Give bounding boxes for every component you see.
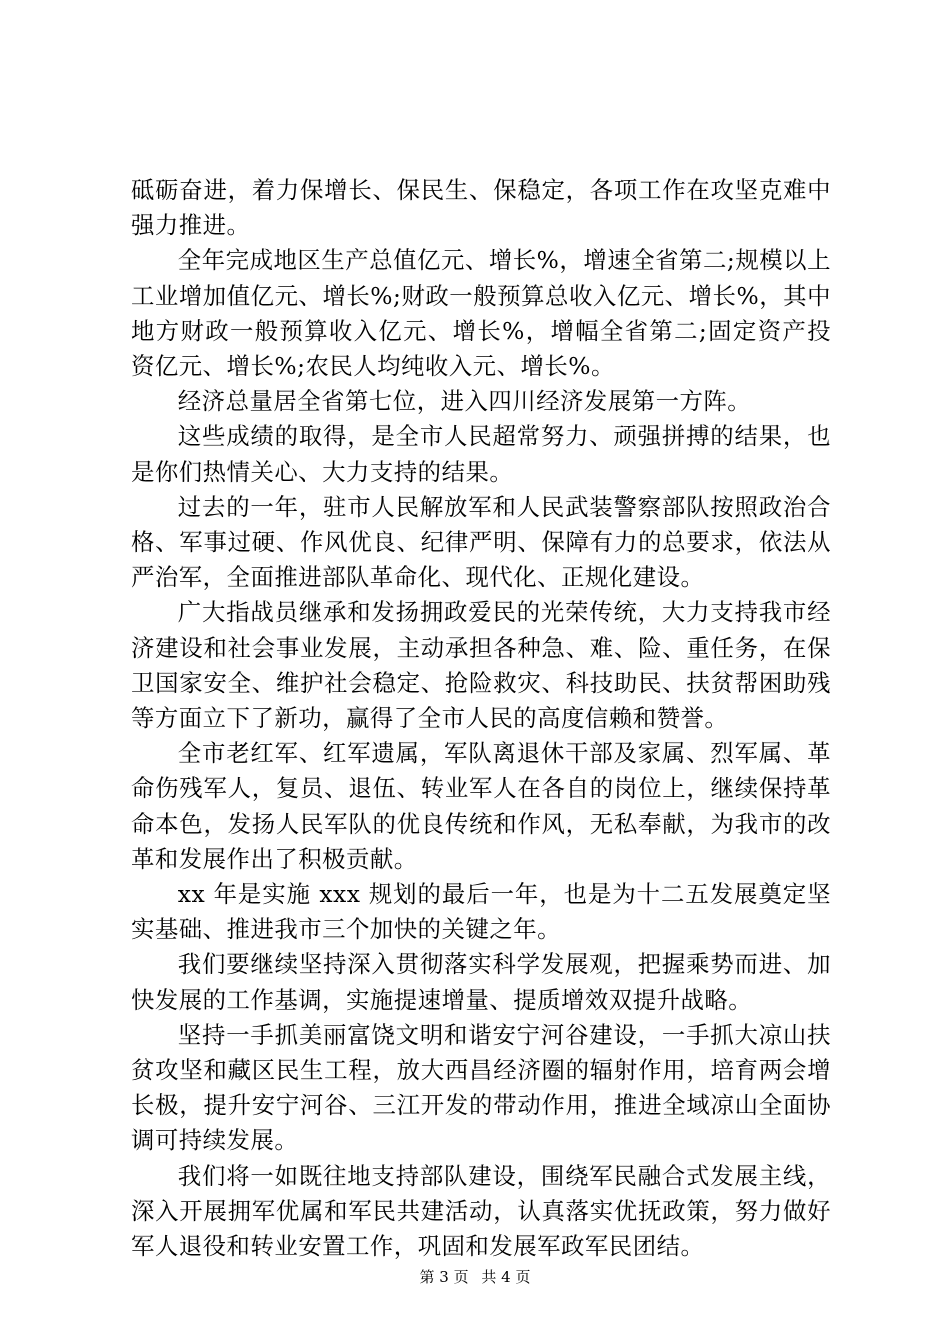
document-body — [131, 173, 831, 1264]
paragraph: 砥砺奋进，着力保增长、保民生、保稳定，各项工作在攻坚克难中强力推进。 — [131, 176, 831, 240]
paragraph: 经济总量居全省第七位，进入四川经济发展第一方阵。 — [177, 387, 752, 416]
page-total: 共 4 页 — [481, 1268, 531, 1286]
paragraph: 我们将一如既往地支持部队建设，围绕军民融合式发展主线，深入开展拥军优属和军民共建活动，认真落实优抚政策，努力做好军人退役和转业安置工作，巩固和发展军政军民团结。 — [131, 1161, 831, 1261]
paragraph: 广大指战员继承和发扬拥政爱民的光荣传统，大力支持我市经济建设和社会事业发展，主动承担各种急、难、险、重任务，在保卫国家安全、维护社会稳定、抢险救灾、科技助民、扶贫帮困助残等方面立下了新功，赢得了全市人民的高度信赖和赞誉。 — [131, 598, 831, 733]
paragraph: 过去的一年，驻市人民解放军和人民武装警察部队按照政治合格、军事过硬、作风优良、纪律严明、保障有力的总要求，依法从严治军，全面推进部队革命化、现代化、正规化建设。 — [131, 492, 831, 592]
paragraph: 我们要继续坚持深入贯彻落实科学发展观，把握乘势而进、加快发展的工作基调，实施提速增量、提质增效双提升战略。 — [131, 950, 831, 1014]
paragraph: 这些成绩的取得，是全市人民超常努力、顽强拼搏的结果，也是你们热情关心、大力支持的结果。 — [131, 422, 831, 486]
page-footer — [0, 1267, 950, 1287]
paragraph: 坚持一手抓美丽富饶文明和谐安宁河谷建设，一手抓大凉山扶贫攻坚和藏区民生工程，放大西昌经济圈的辐射作用，培育两会增长极，提升安宁河谷、三江开发的带动作用，推进全域凉山全面协调可持续发展。 — [131, 1020, 831, 1155]
paragraph: 全市老红军、红军遗属，军队离退休干部及家属、烈军属、革命伤残军人，复员、退伍、转业军人在各自的岗位上，继续保持革命本色，发扬人民军队的优良传统和作风，无私奉献，为我市的改革和发展作出了积极贡献。 — [131, 739, 831, 873]
paragraph: xx 年是实施 xxx 规划的最后一年，也是为十二五发展奠定坚实基础、推进我市三个加快的关键之年。 — [131, 880, 831, 944]
paragraph: 全年完成地区生产总值亿元、增长%，增速全省第二;规模以上工业增加值亿元、增长%;财政一般预算总收入亿元、增长%，其中地方财政一般预算收入亿元、增长%，增幅全省第二;固定资产投资亿元、增长%;农民人均纯收入元、增长%。 — [131, 246, 831, 381]
page-number: 第 3 页 — [419, 1268, 469, 1286]
